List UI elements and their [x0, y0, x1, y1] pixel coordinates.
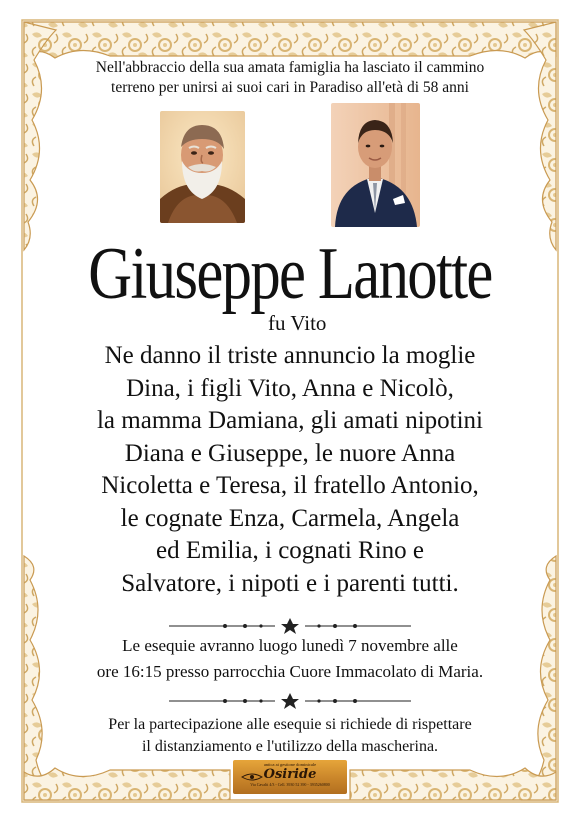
announcement-line: la mamma Damiana, gli amati nipotini: [96, 407, 483, 434]
star-divider-icon: [165, 693, 415, 709]
saint-portrait: [160, 111, 245, 223]
announcement-line: Diana e Giuseppe, le nuore Anna: [124, 439, 456, 467]
intro-line-2: terreno per unirsi ai suoi cari in Paradiso all'età di 58 anni: [111, 79, 469, 96]
funeral-info: [40, 633, 540, 685]
star-divider-icon: [165, 618, 415, 634]
announcement-text: [40, 340, 540, 600]
logo-name: Osiride: [263, 767, 317, 782]
announcement-line: Dina, i figli Vito, Anna e Nicolò,: [126, 374, 454, 402]
eye-logo-icon: [241, 773, 263, 781]
announcement-line: Nicoletta e Teresa, il fratello Antonio,: [101, 472, 479, 499]
funeral-line-2: ore 16:15 presso parrocchia Cuore Immacolato di Maria.: [96, 662, 484, 681]
deceased-name: Giuseppe Lanotte: [88, 233, 492, 315]
logo-tagline: antica ai gestione dominicale: [263, 762, 317, 767]
intro-text: [46, 58, 534, 98]
logo-address: Via Cavalti 4/3 - Cell. 3930 52 390 - 3935260800: [250, 782, 330, 787]
notice-line-1: Per la partecipazione alle esequie si richiede di rispettare: [108, 716, 472, 733]
announcement-line: le cognate Enza, Carmela, Angela: [120, 504, 460, 532]
covid-notice: [40, 714, 540, 758]
father-name: fu Vito: [268, 311, 327, 335]
funeral-home-logo: [233, 760, 347, 794]
announcement-line: Salvatore, i nipoti e i parenti tutti.: [121, 569, 459, 597]
announcement-line: ed Emilia, i cognati Rino e: [156, 537, 424, 564]
notice-line-2: il distanziamento e l'utilizzo della mascherina.: [141, 738, 439, 755]
funeral-line-1: Le esequie avranno luogo lunedì 7 novembre alle: [122, 636, 458, 655]
intro-line-1: Nell'abbraccio della sua amata famiglia ha lasciato il cammino: [95, 59, 485, 76]
announcement-line: Ne danno il triste annuncio la moglie: [104, 342, 476, 369]
deceased-portrait: [331, 103, 420, 227]
